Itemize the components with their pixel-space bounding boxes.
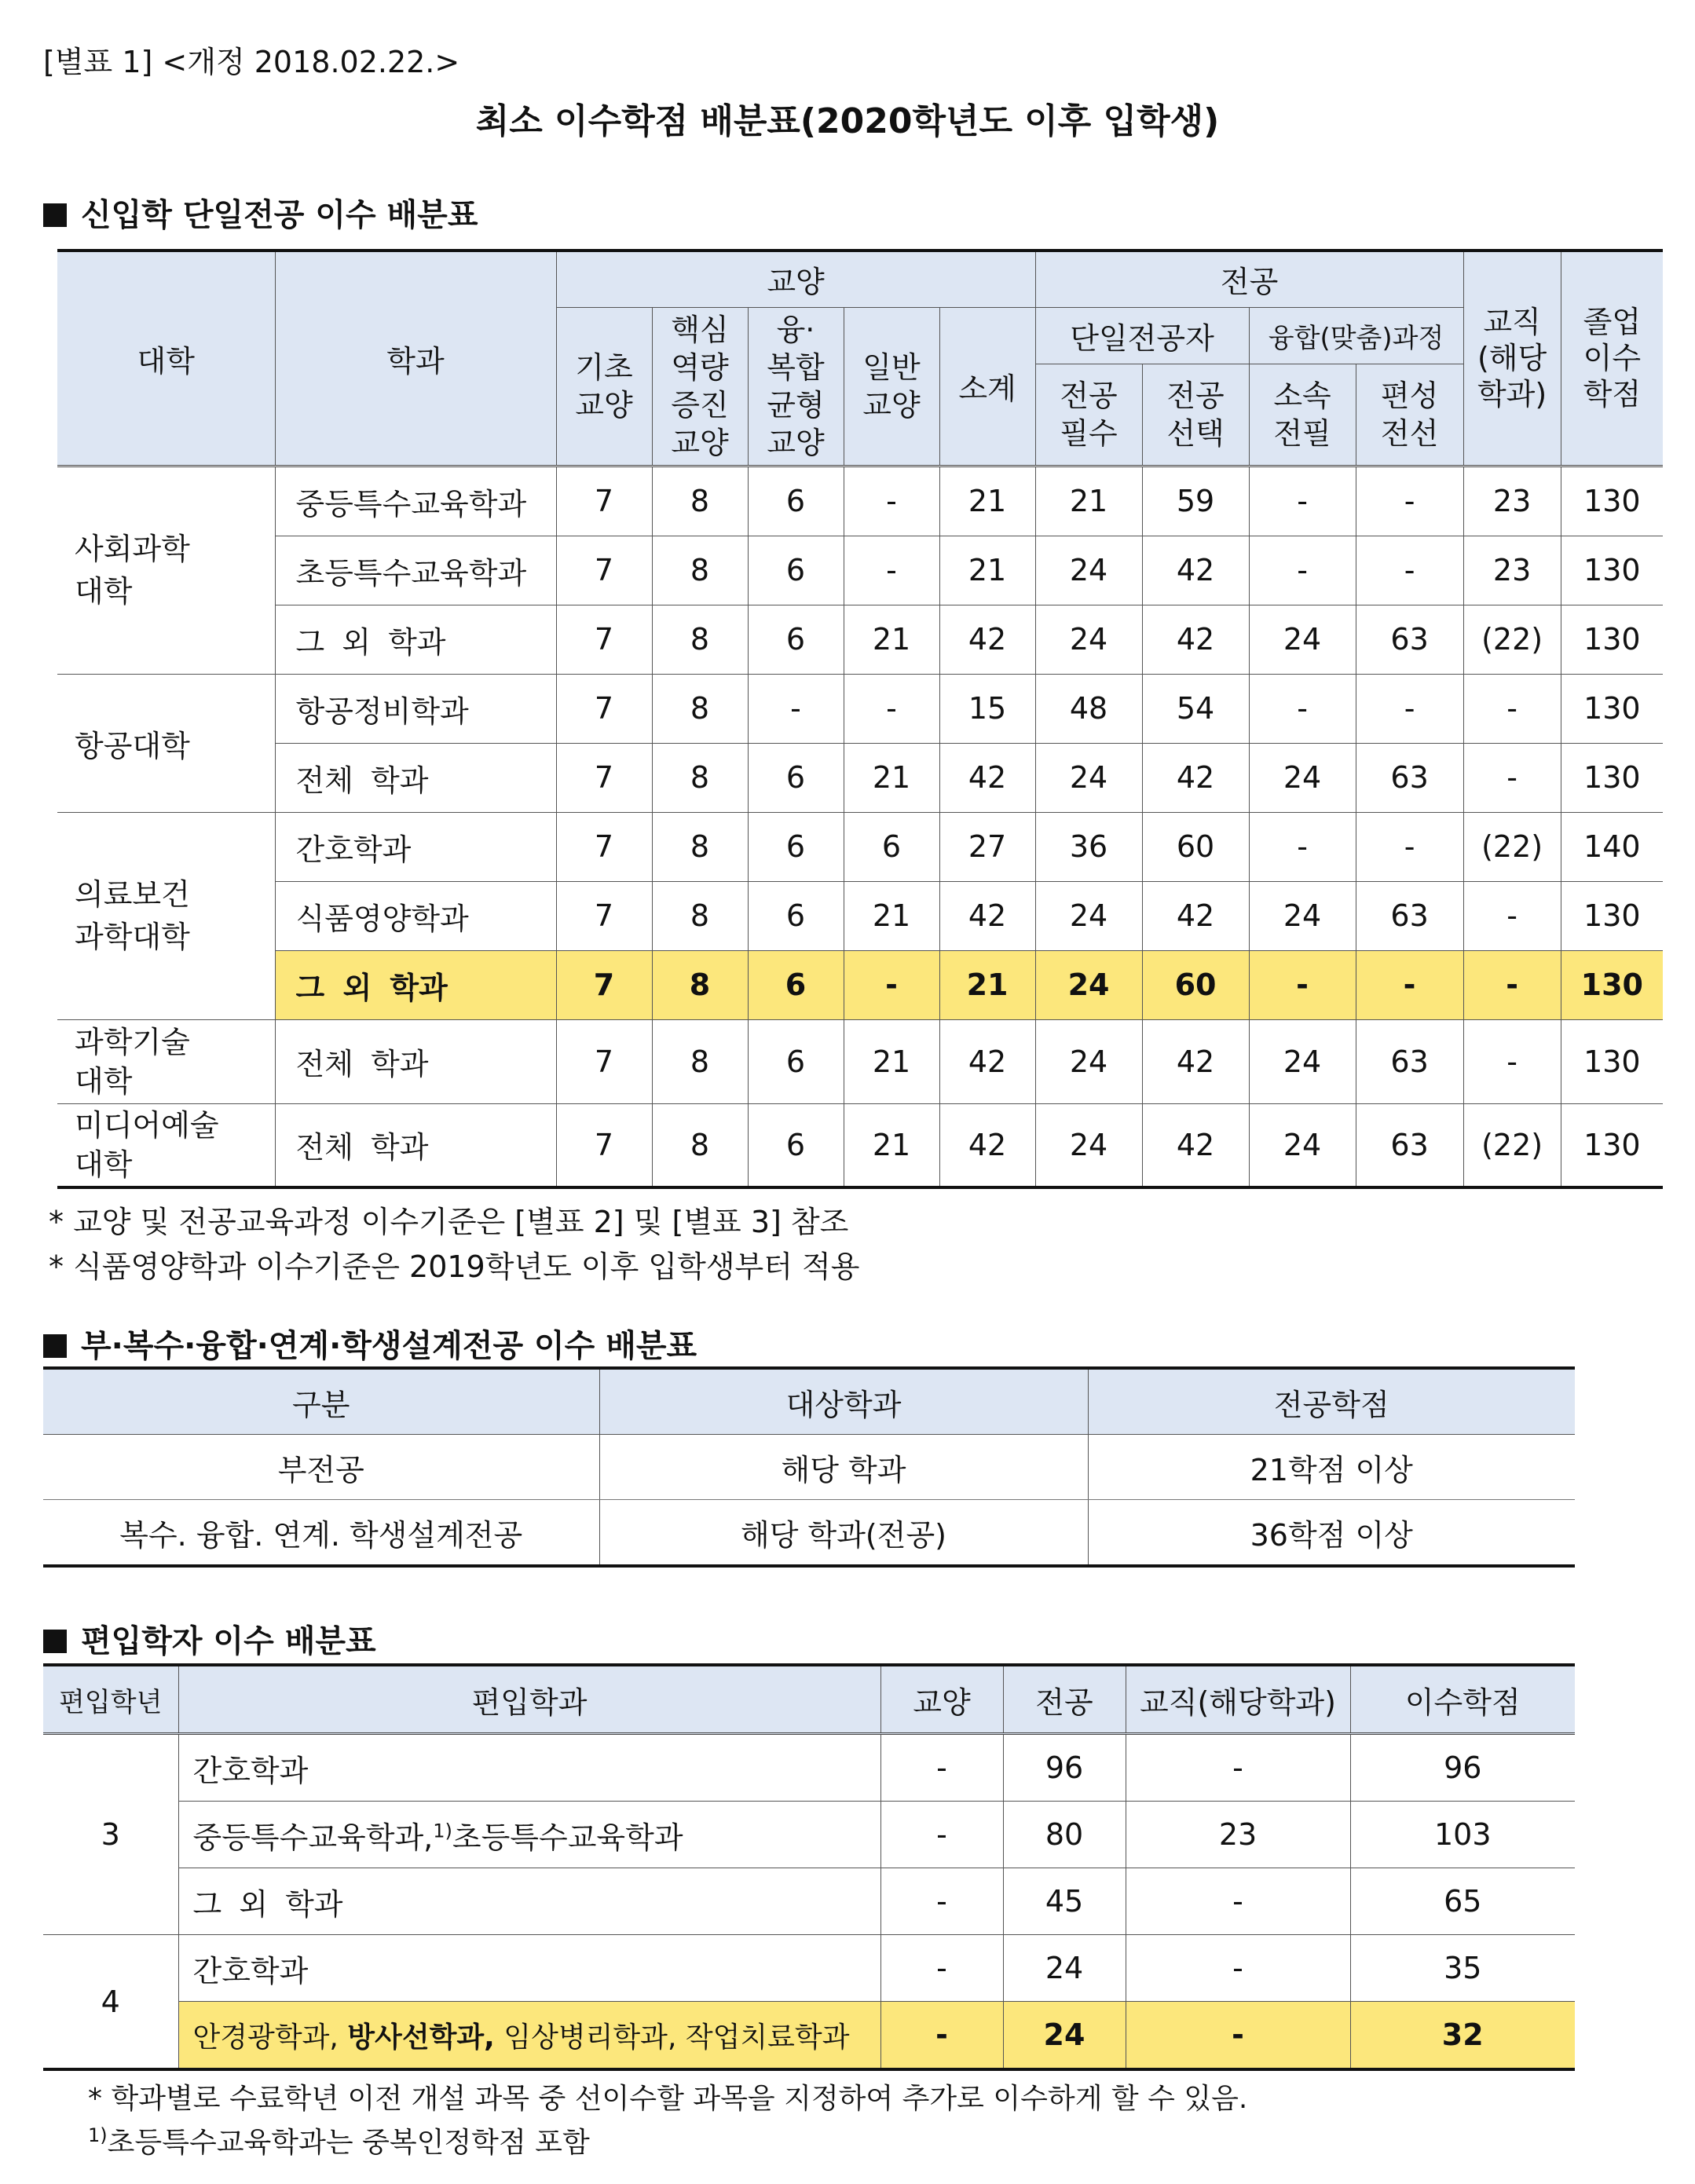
cell: 96 bbox=[1003, 1734, 1126, 1802]
cell: 48 bbox=[1035, 674, 1142, 743]
cell: - bbox=[1356, 812, 1463, 881]
cell: 6 bbox=[748, 743, 844, 812]
cell: 130 bbox=[1561, 950, 1663, 1019]
table-row bbox=[57, 466, 1663, 536]
cell: 42 bbox=[1142, 743, 1249, 812]
cell: 130 bbox=[1561, 466, 1663, 536]
cell: 24 bbox=[1249, 881, 1356, 950]
cell: 7 bbox=[556, 743, 652, 812]
cell: 42 bbox=[1142, 1019, 1249, 1103]
cell: - bbox=[1356, 536, 1463, 605]
cell: 42 bbox=[1142, 605, 1249, 674]
header-pyeonseong: 편성 전선 bbox=[1356, 364, 1463, 466]
header-jeongong: 전공 bbox=[1003, 1665, 1126, 1734]
cell: - bbox=[880, 1734, 1003, 1802]
cell: - bbox=[844, 674, 939, 743]
cell: - bbox=[1356, 950, 1463, 1019]
cell: - bbox=[1126, 1868, 1350, 1935]
cell: 8 bbox=[652, 674, 748, 743]
cell: 63 bbox=[1356, 743, 1463, 812]
cell: - bbox=[1126, 1935, 1350, 2002]
college-name: 미디어예술 대학 bbox=[57, 1103, 275, 1187]
dept-name: 간호학과 bbox=[275, 812, 556, 881]
cell: 80 bbox=[1003, 1802, 1126, 1868]
cell: 6 bbox=[748, 881, 844, 950]
header-target-dept: 대상학과 bbox=[599, 1368, 1088, 1435]
cell: - bbox=[1463, 743, 1561, 812]
cell: 24 bbox=[1249, 1103, 1356, 1187]
table-row bbox=[57, 881, 1663, 950]
cell: 60 bbox=[1142, 812, 1249, 881]
cell: 54 bbox=[1142, 674, 1249, 743]
table-row bbox=[57, 1019, 1663, 1103]
cell: 7 bbox=[556, 881, 652, 950]
dept-name: 그 외 학과 bbox=[178, 1868, 880, 1935]
transfer-year: 4 bbox=[43, 1935, 178, 2070]
footnote-text: 초등특수교육학과는 중복인정학점 포함 bbox=[107, 2127, 590, 2159]
dept-text: 임상병리학과, 작업치료학과 bbox=[494, 2021, 850, 2054]
dept-name: 전체 학과 bbox=[275, 743, 556, 812]
cell: 140 bbox=[1561, 812, 1663, 881]
cell: 42 bbox=[1142, 536, 1249, 605]
cell: 8 bbox=[652, 1019, 748, 1103]
table-row bbox=[57, 743, 1663, 812]
dept-name: 그 외 학과 bbox=[275, 950, 556, 1019]
cell: 23 bbox=[1463, 466, 1561, 536]
cell: 24 bbox=[1035, 881, 1142, 950]
header-gicho: 기초 교양 bbox=[556, 307, 652, 466]
cell: - bbox=[880, 2002, 1003, 2070]
cell: 96 bbox=[1350, 1734, 1575, 1802]
cell: 7 bbox=[556, 1103, 652, 1187]
cell: 45 bbox=[1003, 1868, 1126, 1935]
cell: 24 bbox=[1035, 605, 1142, 674]
cell: 24 bbox=[1249, 605, 1356, 674]
cell: - bbox=[1126, 2002, 1350, 2070]
cell: 63 bbox=[1356, 1103, 1463, 1187]
table-row-highlighted bbox=[57, 950, 1663, 1019]
cell: - bbox=[844, 466, 939, 536]
dept-text: 초등특수교육학과 bbox=[452, 1820, 683, 1855]
cell: 해당 학과 bbox=[599, 1435, 1088, 1500]
cell: 63 bbox=[1356, 1019, 1463, 1103]
dept-name: 간호학과 bbox=[178, 1935, 880, 2002]
header-jorup: 졸업 이수 학점 bbox=[1561, 251, 1663, 466]
cell: 21 bbox=[939, 950, 1035, 1019]
cell: 7 bbox=[556, 950, 652, 1019]
header-gyojik: 교직(해당학과) bbox=[1126, 1665, 1350, 1734]
cell: - bbox=[1356, 466, 1463, 536]
transfer-table bbox=[43, 1663, 1575, 2071]
college-name: 항공대학 bbox=[57, 674, 275, 812]
cell: 130 bbox=[1561, 605, 1663, 674]
cell: (22) bbox=[1463, 605, 1561, 674]
footnote-marker: 1) bbox=[88, 2124, 108, 2146]
cell: 21학점 이상 bbox=[1088, 1435, 1575, 1500]
dept-text-bold: 방사선학과, bbox=[347, 2021, 495, 2054]
college-name: 과학기술 대학 bbox=[57, 1019, 275, 1103]
cell: - bbox=[1463, 1019, 1561, 1103]
cell: 36 bbox=[1035, 812, 1142, 881]
cell: 23 bbox=[1126, 1802, 1350, 1868]
dept-name: 식품영양학과 bbox=[275, 881, 556, 950]
footnote: * 교양 및 전공교육과정 이수기준은 [별표 2] 및 [별표 3] 참조 bbox=[49, 1205, 849, 1239]
square-bullet-icon bbox=[43, 1630, 67, 1653]
cell: 6 bbox=[748, 950, 844, 1019]
section-heading-text: 편입학자 이수 배분표 bbox=[81, 1623, 376, 1659]
dept-name: 그 외 학과 bbox=[275, 605, 556, 674]
cell: - bbox=[880, 1802, 1003, 1868]
cell: - bbox=[1249, 536, 1356, 605]
cell: 21 bbox=[844, 1019, 939, 1103]
square-bullet-icon bbox=[43, 203, 67, 227]
table-row bbox=[43, 1500, 1575, 1567]
cell: 42 bbox=[939, 1019, 1035, 1103]
cell: 21 bbox=[939, 466, 1035, 536]
cell: - bbox=[1463, 950, 1561, 1019]
cell: 24 bbox=[1035, 950, 1142, 1019]
cell: 7 bbox=[556, 466, 652, 536]
cell: 42 bbox=[939, 605, 1035, 674]
college-name: 사회과학 대학 bbox=[57, 466, 275, 674]
cell: 36학점 이상 bbox=[1088, 1500, 1575, 1567]
cell: 8 bbox=[652, 1103, 748, 1187]
cell: 21 bbox=[939, 536, 1035, 605]
cell: 42 bbox=[939, 881, 1035, 950]
footnote: * 학과별로 수료학년 이전 개설 과목 중 선이수할 과목을 지정하여 추가로 이수하게 할 수 있음. bbox=[88, 2083, 1248, 2115]
cell: 6 bbox=[748, 812, 844, 881]
cell: 21 bbox=[844, 1103, 939, 1187]
cell: 24 bbox=[1035, 536, 1142, 605]
cell: 6 bbox=[844, 812, 939, 881]
cell: 24 bbox=[1035, 1103, 1142, 1187]
header-danil: 단일전공자 bbox=[1035, 307, 1249, 364]
header-seontaek: 전공 선택 bbox=[1142, 364, 1249, 466]
table-row bbox=[57, 812, 1663, 881]
cell: 부전공 bbox=[43, 1435, 599, 1500]
cell: 42 bbox=[1142, 1103, 1249, 1187]
cell: 24 bbox=[1249, 743, 1356, 812]
cell: 8 bbox=[652, 812, 748, 881]
table-row bbox=[57, 674, 1663, 743]
cell: 복수. 융합. 연계. 학생설계전공 bbox=[43, 1500, 599, 1567]
cell: 21 bbox=[1035, 466, 1142, 536]
table-row bbox=[43, 1802, 1575, 1868]
cell: 130 bbox=[1561, 674, 1663, 743]
cell: 32 bbox=[1350, 2002, 1575, 2070]
dept-name: 간호학과 bbox=[178, 1734, 880, 1802]
header-yunghap: 융합(맞춤)과정 bbox=[1249, 307, 1463, 364]
header-category: 구분 bbox=[43, 1368, 599, 1435]
cell: - bbox=[748, 674, 844, 743]
cell: 7 bbox=[556, 1019, 652, 1103]
cell: 42 bbox=[1142, 881, 1249, 950]
header-pilsu: 전공 필수 bbox=[1035, 364, 1142, 466]
cell: 42 bbox=[939, 743, 1035, 812]
cell: 42 bbox=[939, 1103, 1035, 1187]
dept-name bbox=[178, 2002, 880, 2070]
cell: 130 bbox=[1561, 536, 1663, 605]
dept-text: 안경광학과, bbox=[192, 2021, 348, 2054]
cell: 7 bbox=[556, 812, 652, 881]
header-transfer-dept: 편입학과 bbox=[178, 1665, 880, 1734]
table-row bbox=[57, 605, 1663, 674]
cell: 130 bbox=[1561, 881, 1663, 950]
cell: - bbox=[880, 1868, 1003, 1935]
cell: 65 bbox=[1350, 1868, 1575, 1935]
cell: 8 bbox=[652, 881, 748, 950]
dept-name: 전체 학과 bbox=[275, 1019, 556, 1103]
cell: 8 bbox=[652, 950, 748, 1019]
cell: 6 bbox=[748, 466, 844, 536]
header-transfer-year: 편입학년 bbox=[43, 1665, 178, 1734]
header-credits: 이수학점 bbox=[1350, 1665, 1575, 1734]
cell: 21 bbox=[844, 605, 939, 674]
cell: 8 bbox=[652, 605, 748, 674]
cell: - bbox=[1126, 1734, 1350, 1802]
table-row bbox=[57, 1103, 1663, 1187]
header-jeongong: 전공 bbox=[1035, 251, 1463, 307]
table-row bbox=[43, 1935, 1575, 2002]
cell: 8 bbox=[652, 466, 748, 536]
cell: 7 bbox=[556, 536, 652, 605]
cell: 63 bbox=[1356, 881, 1463, 950]
cell: 6 bbox=[748, 1019, 844, 1103]
cell: 24 bbox=[1035, 743, 1142, 812]
cell: 35 bbox=[1350, 1935, 1575, 2002]
cell: 21 bbox=[844, 743, 939, 812]
cell: 6 bbox=[748, 536, 844, 605]
cell: - bbox=[1463, 881, 1561, 950]
table-row bbox=[43, 1734, 1575, 1802]
header-gyojik: 교직 (해당 학과) bbox=[1463, 251, 1561, 466]
section-heading-text: 부·복수·융합·연계·학생설계전공 이수 배분표 bbox=[81, 1328, 697, 1364]
header-ilban: 일반 교양 bbox=[844, 307, 939, 466]
cell: - bbox=[1249, 466, 1356, 536]
transfer-year: 3 bbox=[43, 1734, 178, 1935]
cell: - bbox=[880, 1935, 1003, 2002]
footnote: * 식품영양학과 이수기준은 2019학년도 이후 입학생부터 적용 bbox=[49, 1249, 860, 1284]
header-sosok: 소속 전필 bbox=[1249, 364, 1356, 466]
cell: - bbox=[1249, 812, 1356, 881]
cell: (22) bbox=[1463, 1103, 1561, 1187]
cell: - bbox=[1356, 674, 1463, 743]
cell: (22) bbox=[1463, 812, 1561, 881]
revision-note: [별표 1] <개정 2018.02.22.> bbox=[43, 45, 460, 79]
section-heading-minor-major bbox=[43, 1321, 697, 1366]
header-haeksim: 핵심 역량 증진 교양 bbox=[652, 307, 748, 466]
cell: 130 bbox=[1561, 743, 1663, 812]
header-college: 대학 bbox=[57, 251, 275, 466]
cell: - bbox=[1249, 950, 1356, 1019]
cell: 59 bbox=[1142, 466, 1249, 536]
square-bullet-icon bbox=[43, 1334, 67, 1358]
minor-major-table bbox=[43, 1366, 1575, 1568]
cell: 6 bbox=[748, 1103, 844, 1187]
cell: 8 bbox=[652, 743, 748, 812]
header-yung: 융· 복합 균형 교양 bbox=[748, 307, 844, 466]
cell: - bbox=[844, 536, 939, 605]
footnote-marker: 1) bbox=[433, 1819, 452, 1842]
header-dept: 학과 bbox=[275, 251, 556, 466]
section-heading-transfer bbox=[43, 1616, 376, 1661]
college-name: 의료보건 과학대학 bbox=[57, 812, 275, 1019]
dept-name bbox=[178, 1802, 880, 1868]
header-major-credits: 전공학점 bbox=[1088, 1368, 1575, 1435]
cell: 6 bbox=[748, 605, 844, 674]
page-title: 최소 이수학점 배분표(2020학년도 이후 입학생) bbox=[475, 101, 1220, 141]
header-gyoyang: 교양 bbox=[880, 1665, 1003, 1734]
cell: 7 bbox=[556, 674, 652, 743]
cell: 해당 학과(전공) bbox=[599, 1500, 1088, 1567]
dept-name: 초등특수교육학과 bbox=[275, 536, 556, 605]
cell: 130 bbox=[1561, 1103, 1663, 1187]
cell: 21 bbox=[844, 881, 939, 950]
cell: 24 bbox=[1003, 2002, 1126, 2070]
section-heading-single-major bbox=[43, 190, 478, 235]
cell: 60 bbox=[1142, 950, 1249, 1019]
footnote bbox=[88, 2120, 590, 2160]
cell: 24 bbox=[1035, 1019, 1142, 1103]
cell: 7 bbox=[556, 605, 652, 674]
single-major-table bbox=[57, 249, 1663, 1189]
cell: 15 bbox=[939, 674, 1035, 743]
cell: 23 bbox=[1463, 536, 1561, 605]
header-sogye: 소계 bbox=[939, 307, 1035, 466]
cell: - bbox=[1463, 674, 1561, 743]
header-gyoyang: 교양 bbox=[556, 251, 1035, 307]
table-row bbox=[57, 536, 1663, 605]
cell: - bbox=[844, 950, 939, 1019]
dept-name: 항공정비학과 bbox=[275, 674, 556, 743]
cell: 130 bbox=[1561, 1019, 1663, 1103]
section-heading-text: 신입학 단일전공 이수 배분표 bbox=[81, 197, 478, 233]
dept-name: 전체 학과 bbox=[275, 1103, 556, 1187]
cell: 63 bbox=[1356, 605, 1463, 674]
cell: 27 bbox=[939, 812, 1035, 881]
table-row bbox=[43, 1435, 1575, 1500]
cell: 103 bbox=[1350, 1802, 1575, 1868]
cell: - bbox=[1249, 674, 1356, 743]
cell: 8 bbox=[652, 536, 748, 605]
dept-name: 중등특수교육학과 bbox=[275, 466, 556, 536]
cell: 24 bbox=[1249, 1019, 1356, 1103]
table-row-highlighted bbox=[43, 2002, 1575, 2070]
cell: 24 bbox=[1003, 1935, 1126, 2002]
dept-text: 중등특수교육학과, bbox=[192, 1820, 434, 1855]
table-row bbox=[43, 1868, 1575, 1935]
